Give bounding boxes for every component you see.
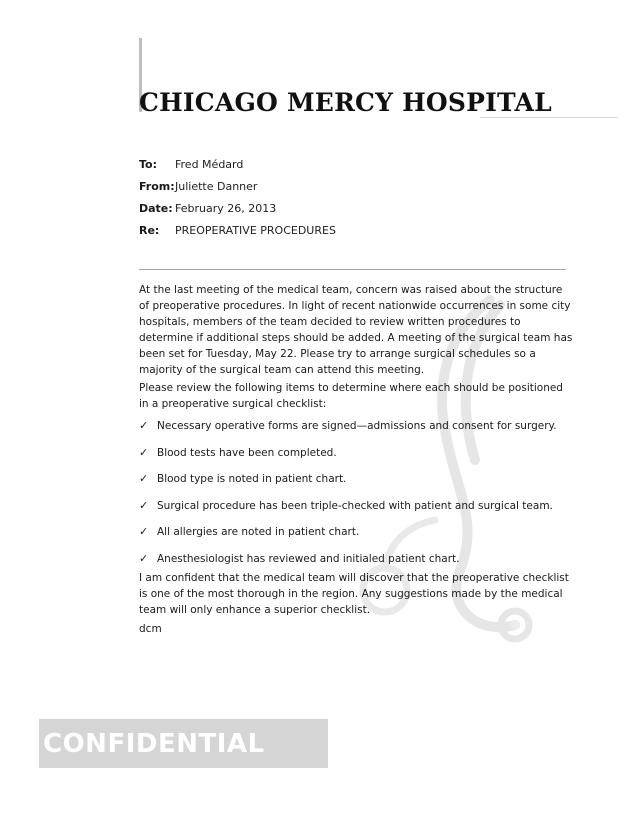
memo-re-value: PREOPERATIVE PROCEDURES: [175, 224, 336, 237]
memo-re-label: Re:: [139, 224, 160, 237]
checklist-item-text: Blood type is noted in patient chart.: [157, 473, 347, 485]
checklist-item-text: All allergies are noted in patient chart.: [157, 526, 360, 538]
header-separator: [139, 269, 566, 270]
checklist-item-text: Anesthesiologist has reviewed and initialed patient chart.: [157, 552, 460, 565]
check-icon: ✓: [139, 472, 149, 485]
sender-initials: dcm: [139, 623, 162, 635]
checklist-item: [139, 471, 579, 487]
header-rule: [480, 117, 618, 118]
memo-date-value: February 26, 2013: [175, 202, 277, 215]
checklist-item: [139, 445, 579, 461]
confidential-stamp: CONFIDENTIAL: [43, 729, 265, 759]
check-icon: ✓: [139, 445, 149, 459]
body-paragraph-2: Please review the following items to determine where each should be positioned in a preoperative surgical checklist:: [139, 382, 563, 410]
checklist-item: [139, 524, 579, 540]
body-paragraph-3: I am confident that the medical team will discover that the preoperative checklist is one of the most thorough in the region. Any suggestions made by the medical team will only enhance a superior checklist.: [139, 572, 569, 616]
preop-checklist: [139, 418, 579, 577]
checklist-item: [139, 418, 579, 434]
memo-from-value: Juliette Danner: [175, 180, 258, 193]
memo-to-value: Fred Médard: [175, 158, 244, 171]
checklist-item: [139, 498, 579, 514]
body-paragraph-1: At the last meeting of the medical team, concern was raised about the structure of preoperative procedures. In light of recent nationwide occurrences in some city hospitals, members of the team decided to review written procedures to determine if additional steps should be added. A meeting of the surgical team has been set for Tuesday, May 22. Please try to arrange surgical schedules so a majority of the surgical team can attend this meeting.: [139, 284, 573, 376]
checklist-item: [139, 551, 579, 567]
check-icon: ✓: [139, 525, 149, 538]
checklist-item-text: Blood tests have been completed.: [157, 446, 337, 459]
hospital-title: CHICAGO MERCY HOSPITAL: [139, 88, 552, 117]
memo-from-label: From:: [139, 180, 175, 193]
check-icon: ✓: [139, 498, 149, 512]
checklist-item-text: Necessary operative forms are signed—admissions and consent for surgery.: [157, 420, 557, 432]
memo-date-label: Date:: [139, 202, 173, 215]
memo-to-label: To:: [139, 158, 157, 171]
checklist-item-text: Surgical procedure has been triple-checked with patient and surgical team.: [157, 499, 553, 512]
check-icon: ✓: [139, 551, 149, 565]
check-icon: ✓: [139, 419, 149, 432]
